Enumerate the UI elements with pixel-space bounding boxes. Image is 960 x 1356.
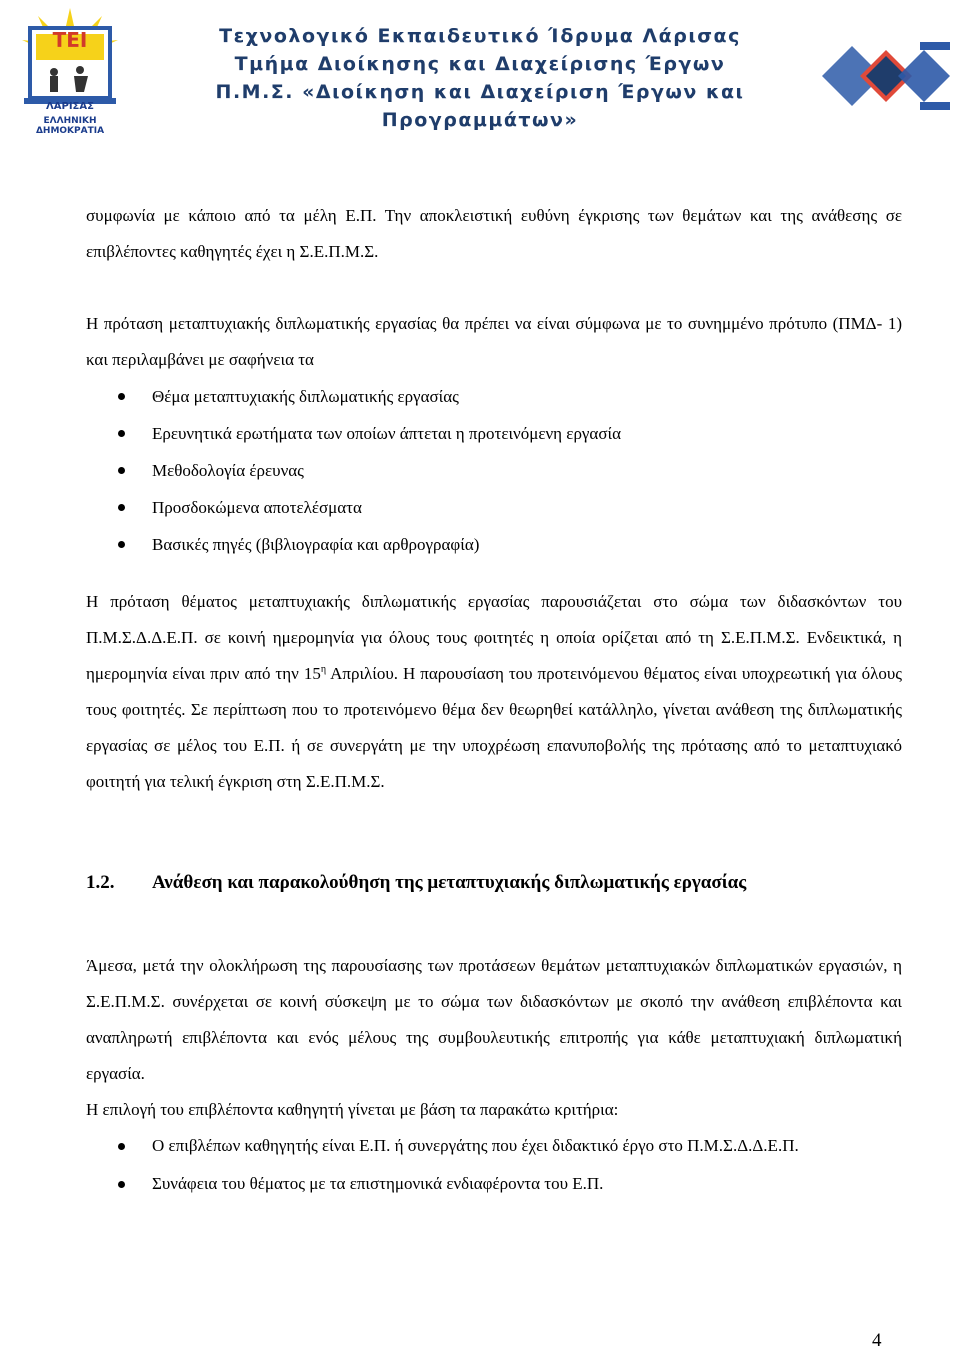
logo-caption-text: ΕΛΛΗΝΙΚΗ ΔΗΜΟΚΡΑΤΙΑ: [35, 116, 105, 136]
section-number: 1.2.: [86, 872, 115, 893]
logo-city-text: ΛΑΡΙΣΑΣ: [46, 101, 94, 112]
paragraph-1-text: συμφωνία με κάποιο από τα μέλη Ε.Π. Την αποκλειστική ευθύνη έγκρισης των θεμάτων και της ανάθεσης σε επιβλέποντες καθηγητές έχει η Σ.Ε.Π.Μ.Σ.: [86, 206, 902, 261]
paragraph-3-text: Η πρόταση θέματος μεταπτυχιακής διπλωματικής εργασίας παρουσιάζεται στο σώμα των διδασκόντων του Π.Μ.Σ.Δ.Δ.Ε.Π. σε κοινή ημερομηνία για όλους τους φοιτητές η οποία ορίζεται από τη Σ.Ε.Π.Μ.Σ. Ενδεικτικά, η ημερομηνία είναι πριν από την $15^\eta$ Απριλίου. Η παρουσίαση του προτεινόμενου θέματος είναι υποχρεωτική για όλους τους φοιτητές. Σε περίπτωση που το προτεινόμενο θέμα δεν θεωρηθεί κατάλληλο, γίνεται ανάθεση της διπλωματικής εργασίας σε μέλος του Ε.Π. ή σε συνεργάτη με την υποχρέωση επανυποβολής της πρότασης από το μεταπτυχιακό φοιτητή για τελική έγκριση στη Σ.Ε.Π.Μ.Σ.: [86, 592, 902, 791]
header-line-1: Τεχνολογικό Εκπαιδευτικό Ίδρυμα Λάρισας: [219, 25, 741, 47]
section-heading: [86, 872, 746, 894]
bullet-icon: [118, 1181, 125, 1188]
bullet-icon: [118, 541, 125, 548]
logo-tei-text: ΤΕΙ: [52, 28, 88, 52]
header-line-3: Π.Μ.Σ. «Διοίκηση και Διαχείριση Έργων και: [215, 81, 745, 103]
tei-larissa-logo: [8, 6, 132, 134]
paragraph-2: [86, 306, 902, 378]
selection-criteria-list: [86, 1128, 902, 1202]
section-title: Ανάθεση και παρακολούθηση της μεταπτυχιακής διπλωματικής εργασίας: [152, 872, 747, 893]
department-logo: [816, 30, 956, 122]
paragraph-1: [86, 198, 902, 270]
header-line-4: Προγραμμάτων»: [381, 109, 579, 131]
paragraph-5: [86, 1092, 902, 1128]
bullet-icon: [118, 430, 125, 437]
bullet-icon: [118, 504, 125, 511]
list-item: Ο επιβλέπων καθηγητής είναι Ε.Π. ή συνεργάτης που έχει διδακτικό έργο στο Π.Μ.Σ.Δ.Δ.Ε.Π.: [86, 1128, 902, 1164]
list-item: Συνάφεια του θέματος με τα επιστημονικά ενδιαφέροντα του Ε.Π.: [86, 1166, 902, 1202]
paragraph-5-text: Η επιλογή του επιβλέποντα καθηγητή γίνεται με βάση τα παρακάτω κριτήρια:: [86, 1100, 619, 1119]
proposal-contents-list: [86, 378, 902, 563]
list-item: Βασικές πηγές (βιβλιογραφία και αρθρογραφία): [86, 526, 902, 563]
header-line-2: Τμήμα Διοίκησης και Διαχείρισης Έργων: [234, 53, 726, 75]
list-item: Μεθοδολογία έρευνας: [86, 452, 902, 489]
list-item: Θέμα μεταπτυχιακής διπλωματικής εργασίας: [86, 378, 902, 415]
bullet-icon: [118, 393, 125, 400]
institution-header: [180, 22, 780, 134]
bullet-icon: [118, 1143, 125, 1150]
bullet-icon: [118, 467, 125, 474]
tei-logo-graphic: [8, 6, 132, 134]
list-item: Ερευνητικά ερωτήματα των οποίων άπτεται η προτεινόμενη εργασία: [86, 415, 902, 452]
paragraph-3: [86, 584, 902, 800]
list-item: Προσδοκώμενα αποτελέσματα: [86, 489, 902, 526]
paragraph-4-text: Άμεσα, μετά την ολοκλήρωση της παρουσίασης των προτάσεων θεμάτων μεταπτυχιακών διπλωματικών εργασιών, η Σ.Ε.Π.Μ.Σ. συνέρχεται σε κοινή σύσκεψη με το σώμα των διδασκόντων με σκοπό την ανάθεση επιβλέποντα και αναπληρωτή επιβλέποντα και ενός μέλους της συμβουλευτικής επιτροπής για κάθε μεταπτυχιακή διπλωματική εργασία.: [86, 956, 902, 1083]
page-number: 4: [872, 1330, 882, 1351]
department-logo-graphic: [816, 30, 956, 122]
paragraph-2-text: Η πρόταση μεταπτυχιακής διπλωματικής εργασίας θα πρέπει να είναι σύμφωνα με το συνημμένο πρότυπο (ΠΜΔ- 1) και περιλαμβάνει με σαφήνεια τα: [86, 314, 902, 369]
paragraph-4: [86, 948, 902, 1092]
